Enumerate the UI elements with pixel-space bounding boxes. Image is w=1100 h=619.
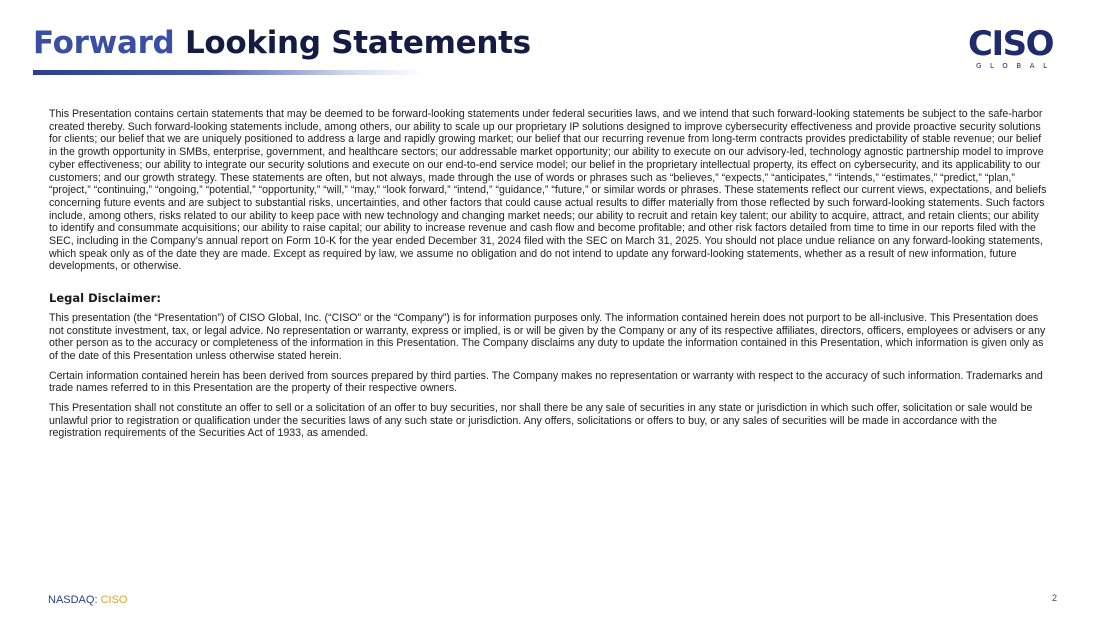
footer-ticker [48, 594, 127, 606]
page-title [33, 22, 531, 64]
title-words-looking-statements: Looking Statements [184, 25, 531, 61]
page-number: 2 [1051, 593, 1057, 603]
forward-looking-paragraph: This Presentation contains certain statements that may be deemed to be forward-looking statements under federal securities laws, and we intend that such forward-looking statements be subject to the safe-harbor created thereby. Such forward-looking statements include, among others, our ability to scale up our proprietary IP solutions designed to improve cybersecurity effectiveness and provide proactive security solutions for clients; our belief that we are uniquely positioned to address a large and rapidly growing market; our belief that our recurring revenue from long-term contracts provides predictability of stable revenue; our belief in the growth opportunity in SMBs, enterprise, government, and healthcare sectors; our addressable market opportunity; our ability to execute on our advisory-led, technology agnostic partnership model to improve cyber effectiveness; our ability to integrate our security solutions and execute on our end-to-end service model; our belief in the proprietary intellectual property, its effect on cybersecurity, and its applicability to our customers; and our growth strategy. These statements are often, but not always, made through the use of words or phrases such as “believes,” “expects,” “anticipates,” “intends,” “estimates,” “predict,” “plan,” “project,” “continuing,” “ongoing,” “potential,” “opportunity,” “will,” “may,” “look forward,” “intend,” “guidance,” “future,” or similar words or phrases. These statements reflect our current views, expectations, and beliefs concerning future events and are subject to substantial risks, uncertainties, and other factors that could cause actual results to differ materially from those reflected by such forward-looking statements. Such factors include, among others, risks related to our ability to keep pace with new technology and changing market needs; our ability to recruit and retain key talent; our ability to acquire, attract, and retain clients; our ability to identify and consummate acquisitions; our ability to raise capital; our ability to increase revenue and cash flow and become profitable; and other risk factors detailed from time to time in our reports filed with the SEC, including in the Company’s annual report on Form 10-K for the year ended December 31, 2024 filed with the SEC on March 31, 2025. You should not place undue reliance on any forward-looking statements, which speak only as of the date they are made. Except as required by law, we assume no obligation and do not intend to update any forward-looking statements, whether as a result of new information, future developments, or otherwise. [49, 108, 1047, 273]
title-underline-bar [33, 70, 423, 75]
title-word-forward: Forward [33, 25, 175, 61]
legal-paragraph-3: This Presentation shall not constitute an offer to sell or a solicitation of an offer to buy securities, nor shall there be any sale of securities in any state or jurisdiction in which such offer, solicitation or sale would be unlawful prior to registration or qualification under the securities laws of any such state or jurisdiction. Any offers, solicitations or offers to buy, or any sales of securities will be made in accordance with the registration requirements of the Securities Act of 1933, as amended. [49, 402, 1033, 440]
footer-ticker-symbol: CISO [100, 594, 128, 606]
ciso-global-logo [966, 24, 1070, 70]
legal-disclaimer-heading: Legal Disclaimer: [49, 291, 161, 306]
legal-paragraph-1: This presentation (the “Presentation”) of CISO Global, Inc. (“CISO” or the “Company”) is for information purposes only. The information contained herein does not purport to be all-inclusive. This Presentation does not constitute investment, tax, or legal advice. No representation or warranty, express or implied, is or will be given by the Company or any of its respective affiliates, directors, officers, employees or advisers or any other person as to the accuracy or completeness of the information in this Presentation. The Company disclaims any duty to update the information contained in this Presentation, which information is given only as of the date of this Presentation unless otherwise stated herein. [49, 311, 1046, 362]
main-content [49, 108, 1049, 447]
logo-subtext: GLOBAL [976, 62, 1056, 70]
legal-paragraph-2: Certain information contained herein has been derived from sources prepared by third parties. The Company makes no representation or warranty with respect to the accuracy of such information. Trademarks and trade names referred to in this Presentation are the property of their respective owners. [49, 369, 1043, 395]
footer-exchange: NASDAQ: [48, 594, 98, 606]
logo-wordmark: CISO [968, 24, 1053, 64]
